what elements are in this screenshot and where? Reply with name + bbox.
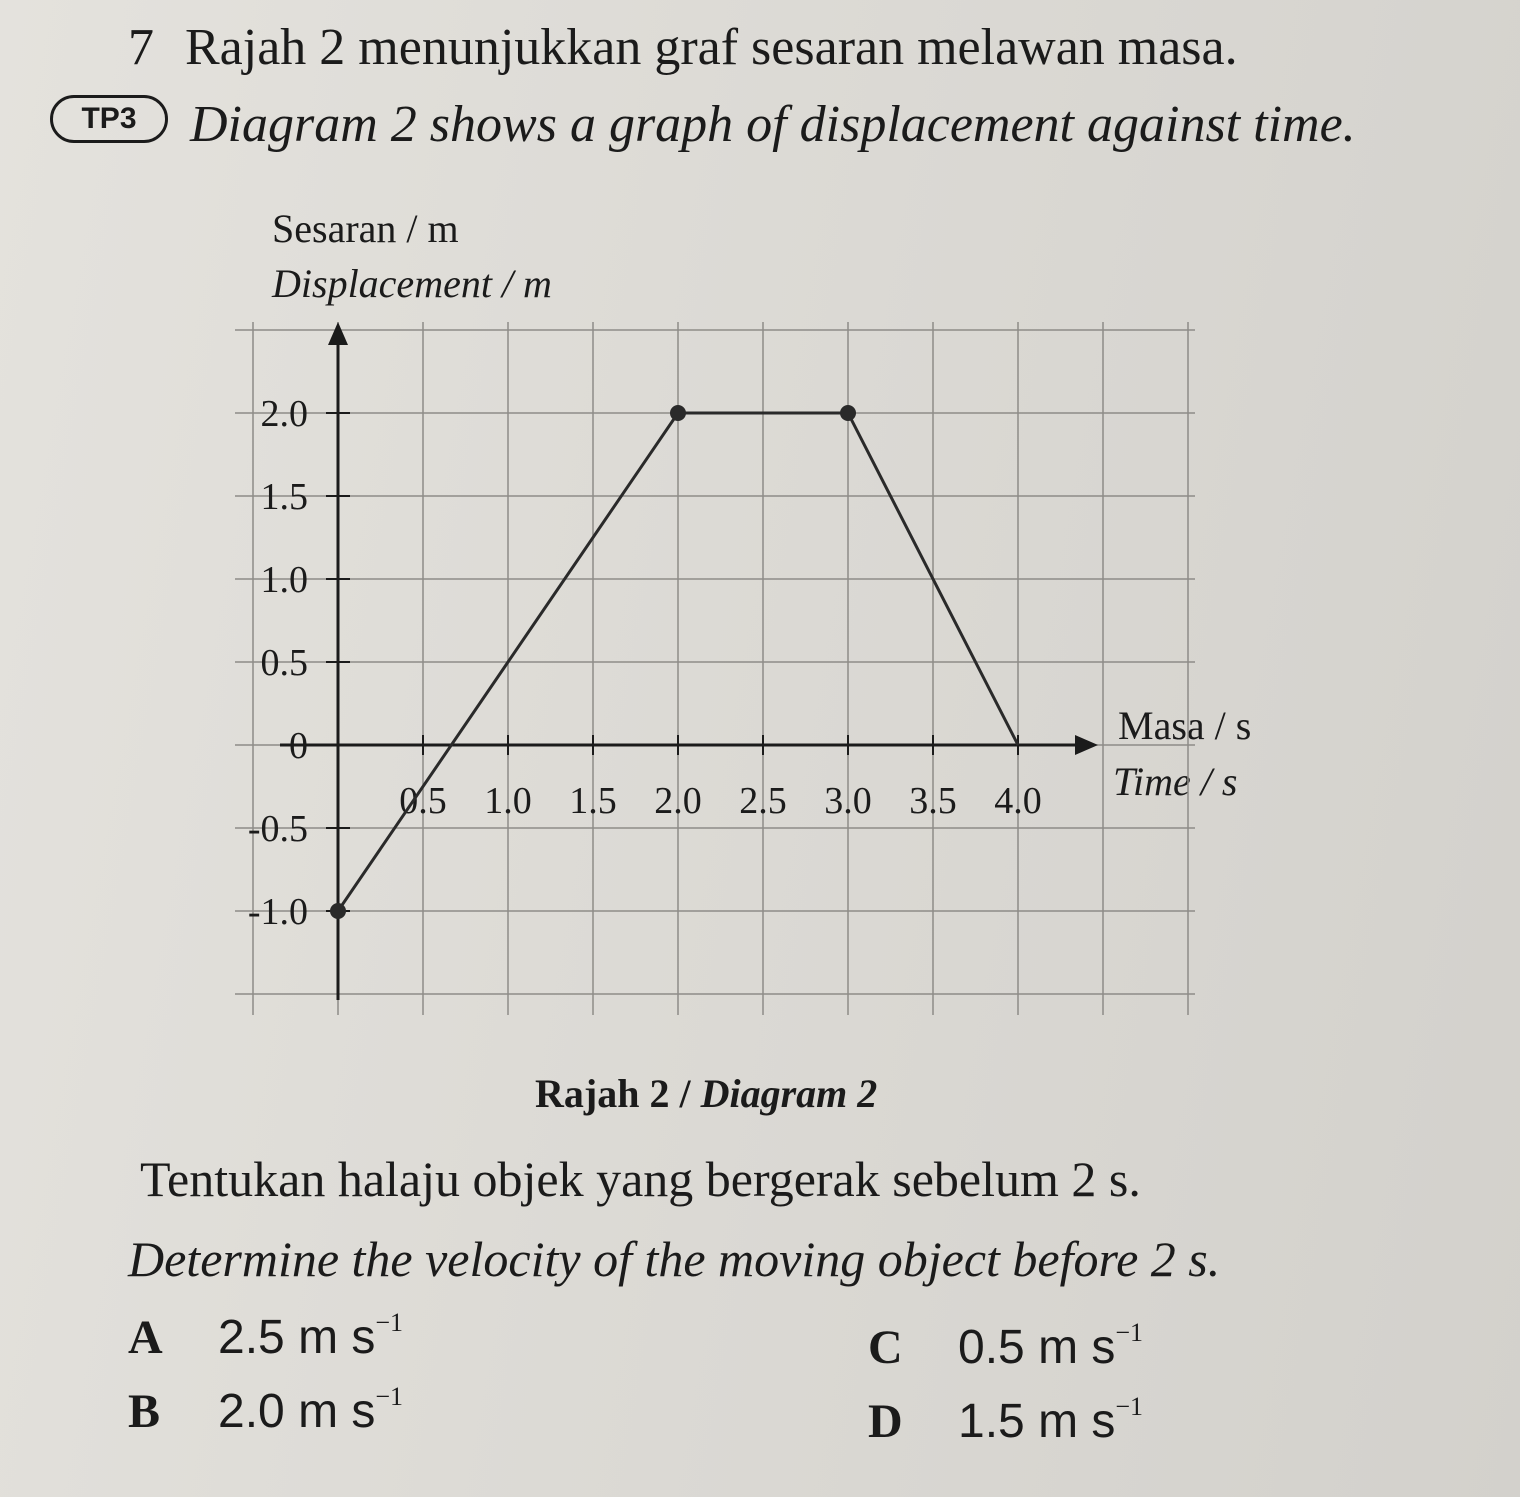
caption-en: Diagram 2 xyxy=(700,1071,878,1116)
x-tick-label: 3.0 xyxy=(824,780,872,822)
option-letter: D xyxy=(868,1395,903,1448)
x-axis-label-ms: Masa / s xyxy=(1118,703,1252,748)
instruction-ms: Tentukan halaju objek yang bergerak sebelum 2 s. xyxy=(140,1151,1141,1207)
option-exponent: −1 xyxy=(375,1382,404,1411)
y-tick-label: -0.5 xyxy=(247,808,308,850)
y-tick-label: 0.5 xyxy=(260,642,308,684)
option-value: 1.5 m s xyxy=(958,1395,1116,1448)
option-exponent: −1 xyxy=(1115,1318,1144,1347)
question-number: 7 xyxy=(128,19,154,76)
instruction-en: Determine the velocity of the moving object before 2 s. xyxy=(128,1231,1221,1287)
data-point-marker xyxy=(670,405,686,421)
question-text-en: Diagram 2 shows a graph of displacement against time. xyxy=(190,96,1356,153)
option-c[interactable] xyxy=(868,1318,1143,1375)
option-value: 0.5 m s xyxy=(958,1321,1116,1374)
x-axis-label-en: Time / s xyxy=(1113,759,1238,804)
tp-badge: TP3 xyxy=(50,95,168,143)
x-tick-label: 2.0 xyxy=(654,780,702,822)
data-point-marker xyxy=(840,405,856,421)
y-tick-label: 2.0 xyxy=(260,393,308,435)
y-tick-label: 1.5 xyxy=(260,476,308,518)
x-tick-label: 1.5 xyxy=(569,780,617,822)
option-a[interactable] xyxy=(128,1308,403,1365)
option-value: 2.0 m s xyxy=(218,1385,376,1438)
option-letter: A xyxy=(128,1311,163,1364)
x-tick-label: 4.0 xyxy=(994,780,1042,822)
option-value: 2.5 m s xyxy=(218,1311,376,1364)
y-axis-label-en: Displacement / m xyxy=(272,261,552,306)
caption-ms: Rajah 2 / xyxy=(535,1071,691,1116)
x-tick-label: 2.5 xyxy=(739,780,787,822)
x-tick-label: 0.5 xyxy=(399,780,447,822)
option-d[interactable] xyxy=(868,1392,1143,1449)
y-tick-label: 1.0 xyxy=(260,559,308,601)
option-b[interactable] xyxy=(128,1382,403,1439)
x-tick-label: 1.0 xyxy=(484,780,532,822)
x-tick-label: 3.5 xyxy=(909,780,957,822)
option-letter: C xyxy=(868,1321,903,1374)
y-axis-arrow xyxy=(328,322,348,345)
y-axis-label-ms: Sesaran / m xyxy=(272,206,459,251)
x-axis-arrow xyxy=(1075,735,1098,755)
option-letter: B xyxy=(128,1385,161,1438)
figure-caption xyxy=(535,1070,877,1117)
option-exponent: −1 xyxy=(375,1308,404,1337)
y-tick-label: -1.0 xyxy=(247,891,308,933)
question-text-ms: Rajah 2 menunjukkan graf sesaran melawan masa. xyxy=(185,19,1238,76)
y-tick-label: 0 xyxy=(289,725,308,767)
data-point-marker xyxy=(330,903,346,919)
option-exponent: −1 xyxy=(1115,1392,1144,1421)
